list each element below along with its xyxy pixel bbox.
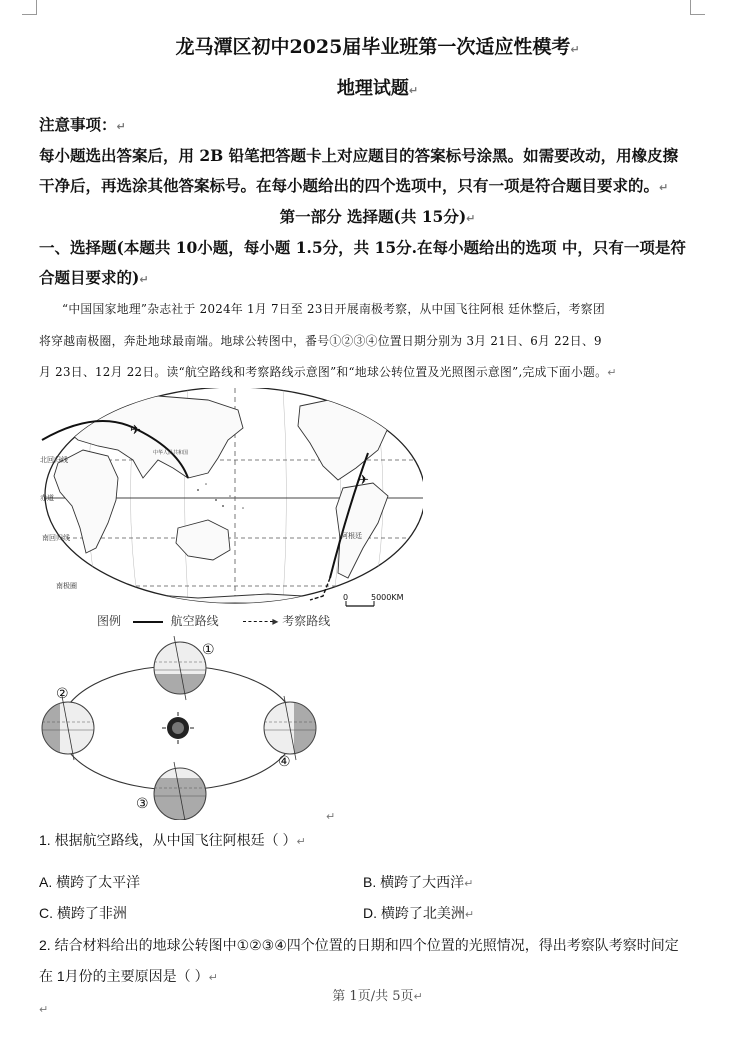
position-label-2: ② — [56, 686, 69, 702]
label-china: 中华人民共和国 — [153, 450, 189, 456]
legend-title: 图例 — [97, 614, 122, 628]
corner-mark-right — [690, 0, 705, 15]
label-tropic-of-capricorn: 南回归线 — [42, 534, 70, 542]
plane-icon: ✈ — [130, 423, 141, 438]
page-number: 第 1页/共 5页↵ — [332, 989, 423, 1004]
passage-line-1: “中国国家地理”杂志社于 2024年 1月 7日至 23日开展南极考察，从中国飞往阿根 廷休整后，考察团 — [62, 302, 605, 316]
question-1-stem: 1. 根据航空路线，从中国飞往阿根廷（ ）↵ — [39, 832, 306, 848]
sun-icon — [162, 712, 194, 744]
notice-heading: 注意事项：↵ — [39, 115, 126, 134]
position-label-3: ③ — [136, 796, 149, 812]
exam-subtitle: 地理试题↵ — [336, 78, 419, 99]
legend-expedition-label: 考察路线 — [282, 614, 331, 628]
label-equator: 赤道 — [40, 494, 54, 502]
passage-line-2: 将穿越南极圈，奔赴地球最南端。地球公转图中，番号①②③④位置日期分别为 3月 21日、6月 22日、9 — [39, 334, 602, 348]
question-2-stem-line-2: 在 1月份的主要原因是（ ）↵ — [39, 968, 218, 984]
plane-icon-2: ✈ — [358, 473, 369, 488]
position-label-4: ④ — [278, 754, 291, 770]
question-1-option-d: D. 横跨了北美洲↵ — [363, 905, 475, 921]
exam-title: 龙马潭区初中2025届毕业班第一次适应性模考↵ — [175, 36, 580, 58]
svg-text:5000KM: 5000KM — [371, 593, 404, 602]
globe-position-1 — [154, 636, 206, 700]
flight-route-map — [38, 388, 423, 633]
orbit-return-mark: ↵ — [326, 810, 336, 823]
legend-expedition-symbol — [243, 621, 273, 622]
section-instruction-2: 合题目要求的)↵ — [39, 268, 149, 287]
notice-line-1: 每小题选出答案后，用 2B 铅笔把答题卡上对应题目的答案标号涂黑。如需要改动，用橡皮擦 — [39, 146, 679, 165]
earth-orbit-diagram — [32, 636, 332, 820]
svg-text:0: 0 — [343, 593, 349, 602]
globe-position-2 — [42, 696, 94, 760]
position-label-1: ① — [202, 642, 215, 658]
trailing-return-mark: ↵ — [39, 1003, 49, 1016]
section-instruction-1: 一、选择题(本题共 10小题，每小题 1.5分，共 15分.在每小题给出的选项 中，只有一项是符 — [39, 238, 686, 257]
globe-position-3 — [154, 762, 206, 820]
globe-position-4 — [264, 696, 316, 760]
map-legend: 图例 航空路线 ▸ 考察路线 — [97, 614, 331, 628]
question-1-option-a: A. 横跨了太平洋 — [39, 874, 141, 890]
label-antarctic-circle: 南极圈 — [56, 582, 77, 590]
question-1-option-b: B. 横跨了大西洋↵ — [363, 874, 474, 890]
label-tropic-of-cancer: 北回归线 — [40, 456, 68, 464]
legend-flight-label: 航空路线 — [170, 614, 219, 628]
notice-line-2: 干净后，再选涂其他答案标号。在每小题给出的四个选项中，只有一项是符合题目要求的。↵ — [39, 176, 669, 195]
corner-mark-left — [22, 0, 37, 15]
label-argentina: 阿根廷 — [341, 532, 362, 540]
passage-line-3: 月 23日、12月 22日。读“航空路线和考察路线示意图”和“地球公转位置及光照图示意图”,完成下面小题。↵ — [39, 365, 617, 379]
question-1-option-c: C. 横跨了非洲 — [39, 905, 127, 921]
part-title: 第一部分 选择题(共 15分)↵ — [279, 207, 476, 226]
legend-flight-symbol — [133, 621, 163, 623]
question-2-stem-line-1: 2. 结合材料给出的地球公转图中①②③④四个位置的日期和四个位置的光照情况，得出考察队考察时间定 — [39, 937, 679, 953]
scale-bar — [343, 593, 404, 606]
